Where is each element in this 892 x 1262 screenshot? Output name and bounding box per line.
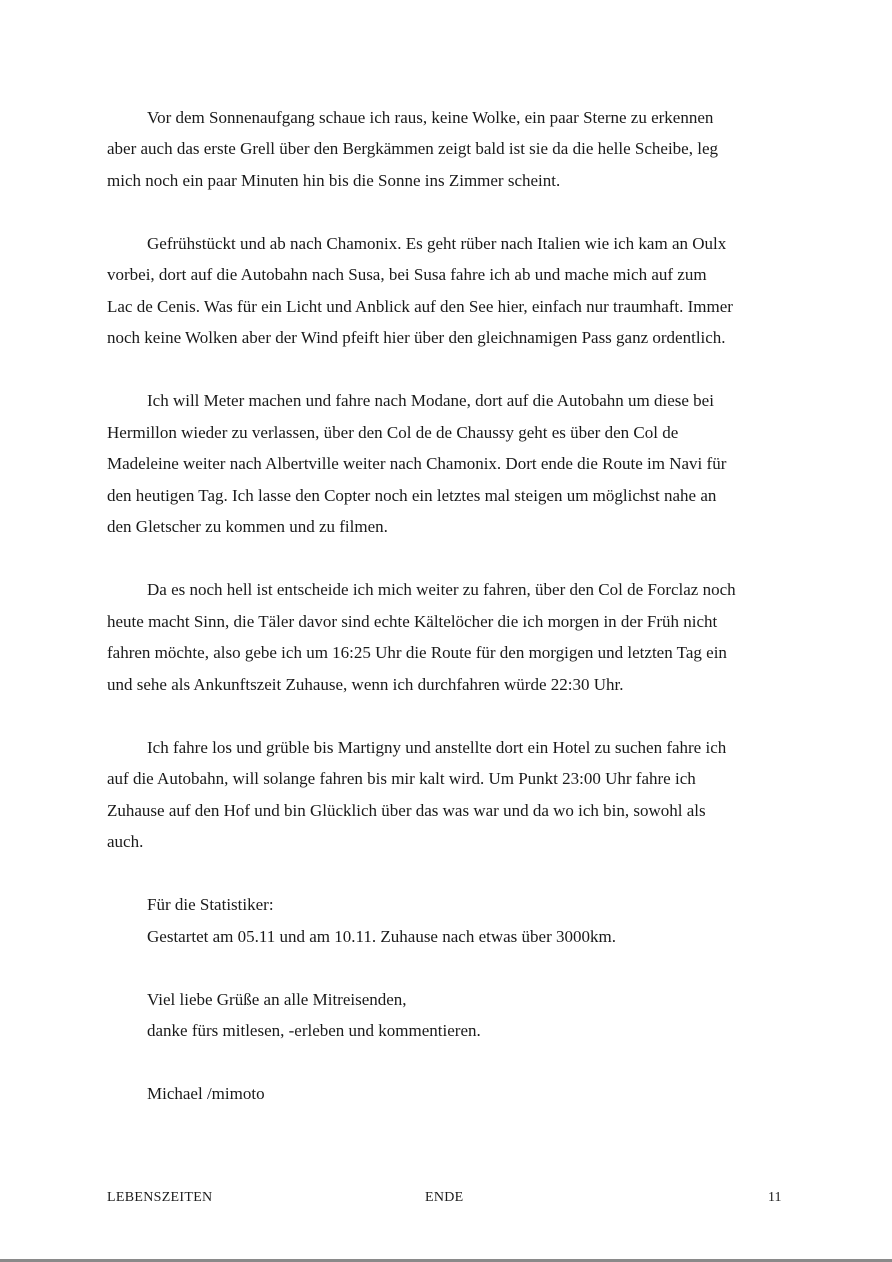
footer-title: LEBENSZEITEN bbox=[107, 1190, 213, 1205]
paragraph-line: Lac de Cenis. Was für ein Licht und Anblick auf den See hier, einfach nur traumhaft. Immer bbox=[107, 297, 733, 316]
footer-section: ENDE bbox=[425, 1190, 464, 1205]
paragraph-line: Ich will Meter machen und fahre nach Modane, dort auf die Autobahn um diese bei bbox=[147, 391, 714, 410]
paragraph-line: auch. bbox=[107, 832, 144, 851]
signature: Michael /mimoto bbox=[147, 1084, 265, 1103]
paragraph-line: vorbei, dort auf die Autobahn nach Susa, bei Susa fahre ich ab und mache mich auf zum bbox=[107, 265, 707, 284]
paragraph-line: Zuhause auf den Hof und bin Glücklich über das was war und da wo ich bin, sowohl als bbox=[107, 801, 706, 820]
paragraph-line: den Gletscher zu kommen und zu filmen. bbox=[107, 517, 388, 536]
paragraph-line: und sehe als Ankunftszeit Zuhause, wenn ich durchfahren würde 22:30 Uhr. bbox=[107, 675, 624, 694]
paragraph-line: aber auch das erste Grell über den Bergkämmen zeigt bald ist sie da die helle Scheibe, leg bbox=[107, 139, 718, 158]
greeting-line: Viel liebe Grüße an alle Mitreisenden, bbox=[147, 990, 407, 1009]
paragraph-line: Hermillon wieder zu verlassen, über den Col de de Chaussy geht es über den Col de bbox=[107, 423, 679, 442]
stats-heading: Für die Statistiker: bbox=[147, 895, 274, 914]
page-number: 11 bbox=[768, 1190, 782, 1205]
greeting-line: danke fürs mitlesen, -erleben und kommentieren. bbox=[147, 1021, 481, 1040]
paragraph-line: auf die Autobahn, will solange fahren bis mir kalt wird. Um Punkt 23:00 Uhr fahre ich bbox=[107, 769, 696, 788]
paragraph-line: Da es noch hell ist entscheide ich mich weiter zu fahren, über den Col de Forclaz noch bbox=[147, 580, 736, 599]
paragraph-line: den heutigen Tag. Ich lasse den Copter noch ein letztes mal steigen um möglichst nahe an bbox=[107, 486, 717, 505]
paragraph-line: Ich fahre los und grüble bis Martigny und anstellte dort ein Hotel zu suchen fahre ich bbox=[147, 738, 727, 757]
paragraph-line: Vor dem Sonnenaufgang schaue ich raus, keine Wolke, ein paar Sterne zu erkennen bbox=[147, 108, 714, 127]
stats-line: Gestartet am 05.11 und am 10.11. Zuhause nach etwas über 3000km. bbox=[147, 927, 616, 946]
paragraph-line: fahren möchte, also gebe ich um 16:25 Uhr die Route für den morgigen und letzten Tag ein bbox=[107, 643, 727, 662]
paragraph-line: Gefrühstückt und ab nach Chamonix. Es geht rüber nach Italien wie ich kam an Oulx bbox=[147, 234, 727, 253]
paragraph-line: noch keine Wolken aber der Wind pfeift hier über den gleichnamigen Pass ganz ordentlich. bbox=[107, 328, 726, 347]
paragraph-line: Madeleine weiter nach Albertville weiter nach Chamonix. Dort ende die Route im Navi für bbox=[107, 454, 727, 473]
paragraph-line: heute macht Sinn, die Täler davor sind echte Kältelöcher die ich morgen in der Früh nicht bbox=[107, 612, 718, 631]
paragraph-line: mich noch ein paar Minuten hin bis die Sonne ins Zimmer scheint. bbox=[107, 171, 561, 190]
